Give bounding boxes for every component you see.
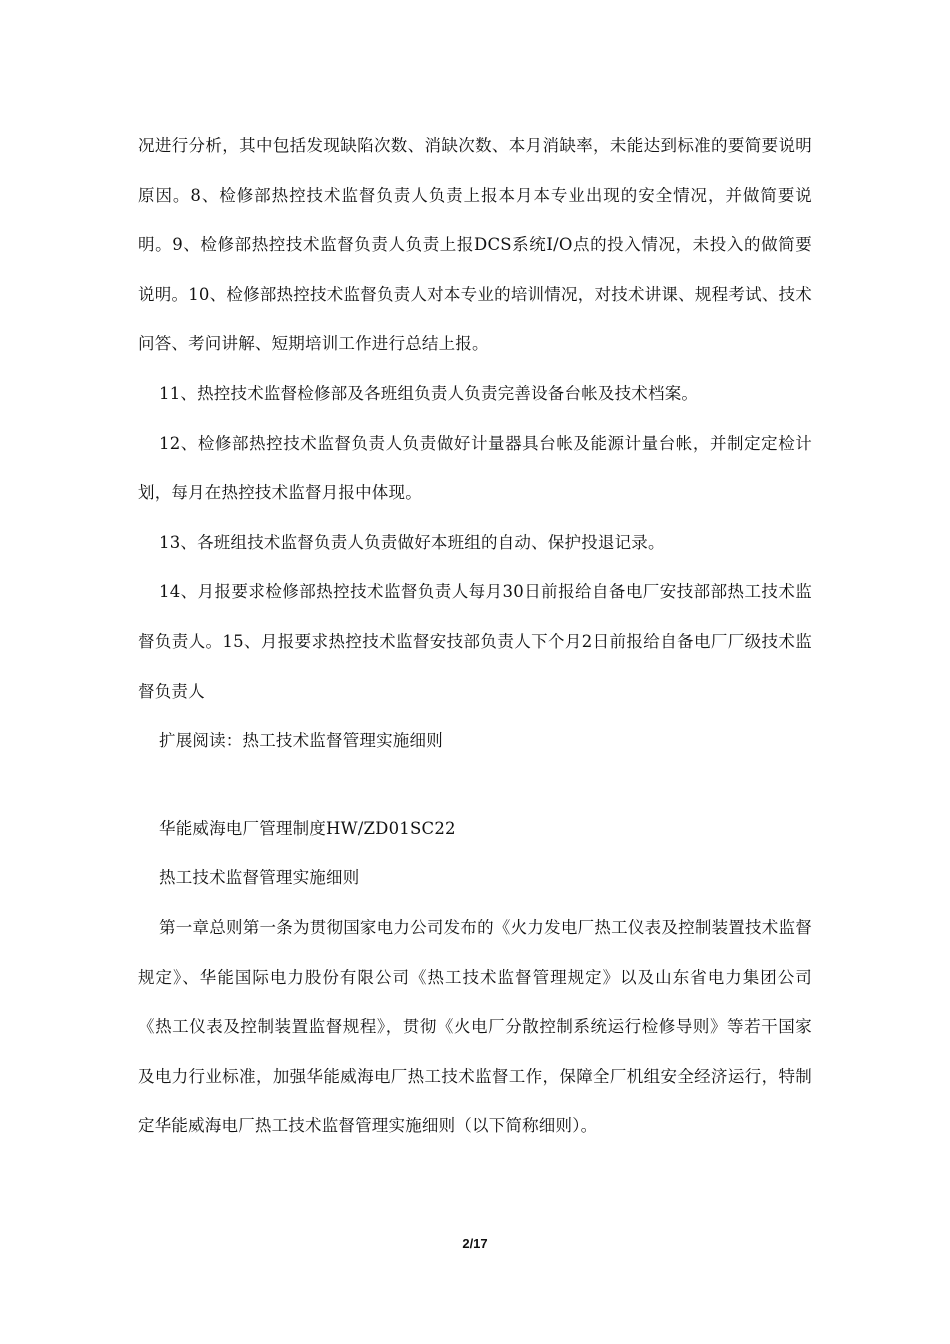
paragraph-item-12: 12、检修部热控技术监督负责人负责做好计量器具台帐及能源计量台帐，并制定定检计划，每月在热控技术监督月报中体现。	[138, 433, 812, 503]
paragraph-reporting-items: 况进行分析，其中包括发现缺陷次数、消缺次数、本月消缺率，未能达到标准的要简要说明原因。8、检修部热控技术监督负责人负责上报本月本专业出现的安全情况，并做简要说明。9、检修部热控技术监督负责人负责上报DCS系统I/O点的投入情况，未投入的做简要说明。10、检修部热控技术监督负责人对本专业的培训情况，对技术讲课、规程考试、技术问答、考问讲解、短期培训工作进行总结上报。	[138, 136, 812, 354]
paragraph-item-11: 11、热控技术监督检修部及各班组负责人负责完善设备台帐及技术档案。	[159, 383, 699, 403]
extended-reading-heading: 扩展阅读：热工技术监督管理实施细则	[159, 731, 443, 751]
page-number: 2/17	[462, 1236, 488, 1251]
regulation-code: 华能威海电厂管理制度HW/ZD01SC22	[159, 818, 456, 838]
paragraph-item-14-15: 14、月报要求检修部热控技术监督负责人每月30日前报给自备电厂安技部部热工技术监督负责人。15、月报要求热控技术监督安技部负责人下个月2日前报给自备电厂厂级技术监督负责人	[138, 582, 812, 701]
paragraph-chapter-one: 第一章总则第一条为贯彻国家电力公司发布的《火力发电厂热工仪表及控制装置技术监督规定》、华能国际电力股份有限公司《热工技术监督管理规定》以及山东省电力集团公司《热工仪表及控制装置监督规程》，贯彻《火电厂分散控制系统运行检修导则》等若干国家及电力行业标准，加强华能威海电厂热工技术监督工作，保障全厂机组安全经济运行，特制定华能威海电厂热工技术监督管理实施细则（以下简称细则）。	[138, 917, 812, 1136]
paragraph-item-13: 13、各班组技术监督负责人负责做好本班组的自动、保护投退记录。	[159, 532, 665, 552]
document-title: 热工技术监督管理实施细则	[159, 868, 360, 888]
document-body	[138, 121, 812, 1151]
